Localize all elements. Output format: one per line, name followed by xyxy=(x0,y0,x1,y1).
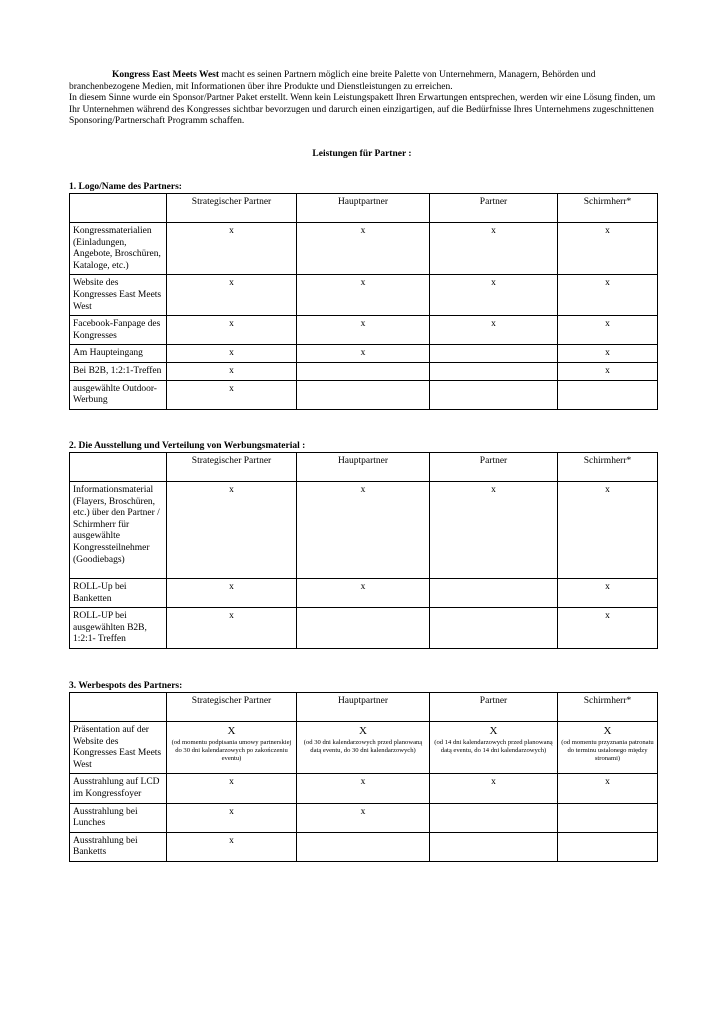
header-empty-cell xyxy=(70,453,167,482)
table-row xyxy=(70,316,658,345)
check-mark: x xyxy=(167,380,297,409)
check-mark: x xyxy=(297,316,430,345)
check-mark: x xyxy=(558,316,658,345)
check-mark: x xyxy=(167,608,297,649)
table-row xyxy=(70,275,658,316)
row-label: ROLL-UP bei ausgewählten B2B, 1:2:1- Treffen xyxy=(70,608,167,649)
row-label: Am Haupteingang xyxy=(70,345,167,363)
intro-paragraph xyxy=(69,70,659,128)
table-header-row xyxy=(70,194,658,223)
check-mark xyxy=(430,832,558,861)
check-mark-with-note xyxy=(297,722,430,774)
row-label: Präsentation auf der Website des Kongresses East Meets West xyxy=(70,722,167,774)
table-row xyxy=(70,579,658,608)
intro-sentence-1 xyxy=(69,70,659,93)
column-header: Strategischer Partner xyxy=(167,194,297,223)
check-mark xyxy=(297,380,430,409)
check-mark xyxy=(297,832,430,861)
check-mark: x xyxy=(297,803,430,832)
table-row xyxy=(70,223,658,275)
check-mark: x xyxy=(558,579,658,608)
table-header-row xyxy=(70,453,658,482)
check-mark: x xyxy=(167,223,297,275)
check-mark: x xyxy=(297,579,430,608)
column-header: Partner xyxy=(430,453,558,482)
row-label: Bei B2B, 1:2:1-Treffen xyxy=(70,362,167,380)
check-mark: x xyxy=(430,774,558,803)
table-row xyxy=(70,608,658,649)
check-mark: x xyxy=(167,774,297,803)
check-mark: x xyxy=(167,345,297,363)
header-empty-cell xyxy=(70,693,167,722)
table-row xyxy=(70,345,658,363)
check-mark xyxy=(430,803,558,832)
check-mark: X xyxy=(603,725,612,737)
check-mark xyxy=(558,380,658,409)
check-mark-with-note xyxy=(558,722,658,774)
check-mark: x xyxy=(167,803,297,832)
table-row xyxy=(70,380,658,409)
table-row xyxy=(70,722,658,774)
section2-title: 2. Die Ausstellung und Verteilung von Werbungsmaterial : xyxy=(69,441,306,451)
check-mark: X xyxy=(227,725,236,737)
row-label: Kongressmaterialien (Einladungen, Angebote, Broschüren, Kataloge, etc.) xyxy=(70,223,167,275)
check-mark xyxy=(430,608,558,649)
check-mark xyxy=(297,608,430,649)
row-label: Ausstrahlung bei Lunches xyxy=(70,803,167,832)
row-label: ausgewählte Outdoor-Werbung xyxy=(70,380,167,409)
column-header: Schirmherr* xyxy=(558,453,658,482)
section3-title: 3. Werbespots des Partners: xyxy=(69,681,183,691)
header-empty-cell xyxy=(70,194,167,223)
row-label: Informationsmaterial (Flayers, Broschüren, etc.) über den Partner / Schirmherr für ausgewählte Kongressteilnehmer (Goodiebags) xyxy=(70,482,167,579)
check-mark: x xyxy=(297,774,430,803)
period-note: (od momentu przyznania patronatu do terminu ustalonego między stronami) xyxy=(561,738,654,762)
check-mark: x xyxy=(167,579,297,608)
column-header: Strategischer Partner xyxy=(167,693,297,722)
check-mark xyxy=(430,579,558,608)
check-mark: x xyxy=(297,345,430,363)
check-mark: x xyxy=(167,275,297,316)
check-mark: x xyxy=(430,223,558,275)
period-note: (od 14 dni kalendarzowych przed planowaną datą eventu, do 14 dni kalendarzowych) xyxy=(434,738,553,754)
check-mark: x xyxy=(430,482,558,579)
table-row xyxy=(70,362,658,380)
table-row xyxy=(70,832,658,861)
row-label: Website des Kongresses East Meets West xyxy=(70,275,167,316)
table-row xyxy=(70,803,658,832)
check-mark: x xyxy=(558,608,658,649)
check-mark-with-note xyxy=(167,722,297,774)
column-header: Partner xyxy=(430,194,558,223)
check-mark-with-note xyxy=(430,722,558,774)
row-label: Ausstrahlung auf LCD im Kongressfoyer xyxy=(70,774,167,803)
check-mark: x xyxy=(558,223,658,275)
column-header: Hauptpartner xyxy=(297,693,430,722)
check-mark: x xyxy=(430,316,558,345)
intro-sentence-2: In diesem Sinne wurde ein Sponsor/Partner Paket erstellt. Wenn kein Leistungspakett Ihren Erwartungen entsprechen, werden wir eine Lösung finden, um Ihr Unternehmen während des Kongresses sichtbar bevorzugen und darurch einen einzigartigen, auf die Bedürfnisse Ihres Unternehmens zugeschnittenen Sponsoring/Partnerschaft Programm schaffen. xyxy=(69,93,656,127)
column-header: Hauptpartner xyxy=(297,194,430,223)
column-header: Schirmherr* xyxy=(558,194,658,223)
column-header: Hauptpartner xyxy=(297,453,430,482)
check-mark: x xyxy=(167,482,297,579)
check-mark xyxy=(297,362,430,380)
section3-table xyxy=(69,692,658,862)
row-label: Ausstrahlung bei Banketts xyxy=(70,832,167,861)
table-row xyxy=(70,482,658,579)
intro-sentence-1-rest: macht es seinen Partnern möglich eine breite Palette von Unternehmern, Managern, Behörden und branchenbezogene Medien, mit Informationen über ihre Produkte und Dienstleistungen zu erreichen. xyxy=(69,70,596,92)
check-mark xyxy=(430,380,558,409)
table-row xyxy=(70,774,658,803)
check-mark: x xyxy=(167,316,297,345)
check-mark: X xyxy=(489,725,498,737)
row-label: Facebook-Fanpage des Kongresses xyxy=(70,316,167,345)
check-mark: x xyxy=(297,275,430,316)
check-mark xyxy=(430,345,558,363)
column-header: Strategischer Partner xyxy=(167,453,297,482)
check-mark: x xyxy=(430,275,558,316)
column-header: Schirmherr* xyxy=(558,693,658,722)
check-mark: x xyxy=(297,223,430,275)
check-mark xyxy=(430,362,558,380)
check-mark xyxy=(558,832,658,861)
table-header-row xyxy=(70,693,658,722)
period-note: (od 30 dni kalendarzowych przed planowaną datą eventu, do 30 dni kalendarzowych) xyxy=(303,738,423,754)
section2-table xyxy=(69,452,658,649)
check-mark: X xyxy=(359,725,367,737)
check-mark: x xyxy=(558,345,658,363)
row-label: ROLL-Up bei Banketten xyxy=(70,579,167,608)
section1-table xyxy=(69,193,658,410)
period-note: (od momentu podpisania umowy partnerskiej do 30 dni kalendarzowych po zakończeniu eventu) xyxy=(171,738,292,762)
congress-name: Kongress East Meets West xyxy=(112,70,220,80)
check-mark: x xyxy=(297,482,430,579)
check-mark: x xyxy=(167,832,297,861)
check-mark: x xyxy=(558,275,658,316)
check-mark: x xyxy=(558,362,658,380)
check-mark: x xyxy=(558,774,658,803)
check-mark: x xyxy=(558,482,658,579)
section1-title: 1. Logo/Name des Partners: xyxy=(69,182,182,192)
column-header: Partner xyxy=(430,693,558,722)
section-heading: Leistungen für Partner : xyxy=(312,149,412,159)
check-mark xyxy=(558,803,658,832)
check-mark: x xyxy=(167,362,297,380)
